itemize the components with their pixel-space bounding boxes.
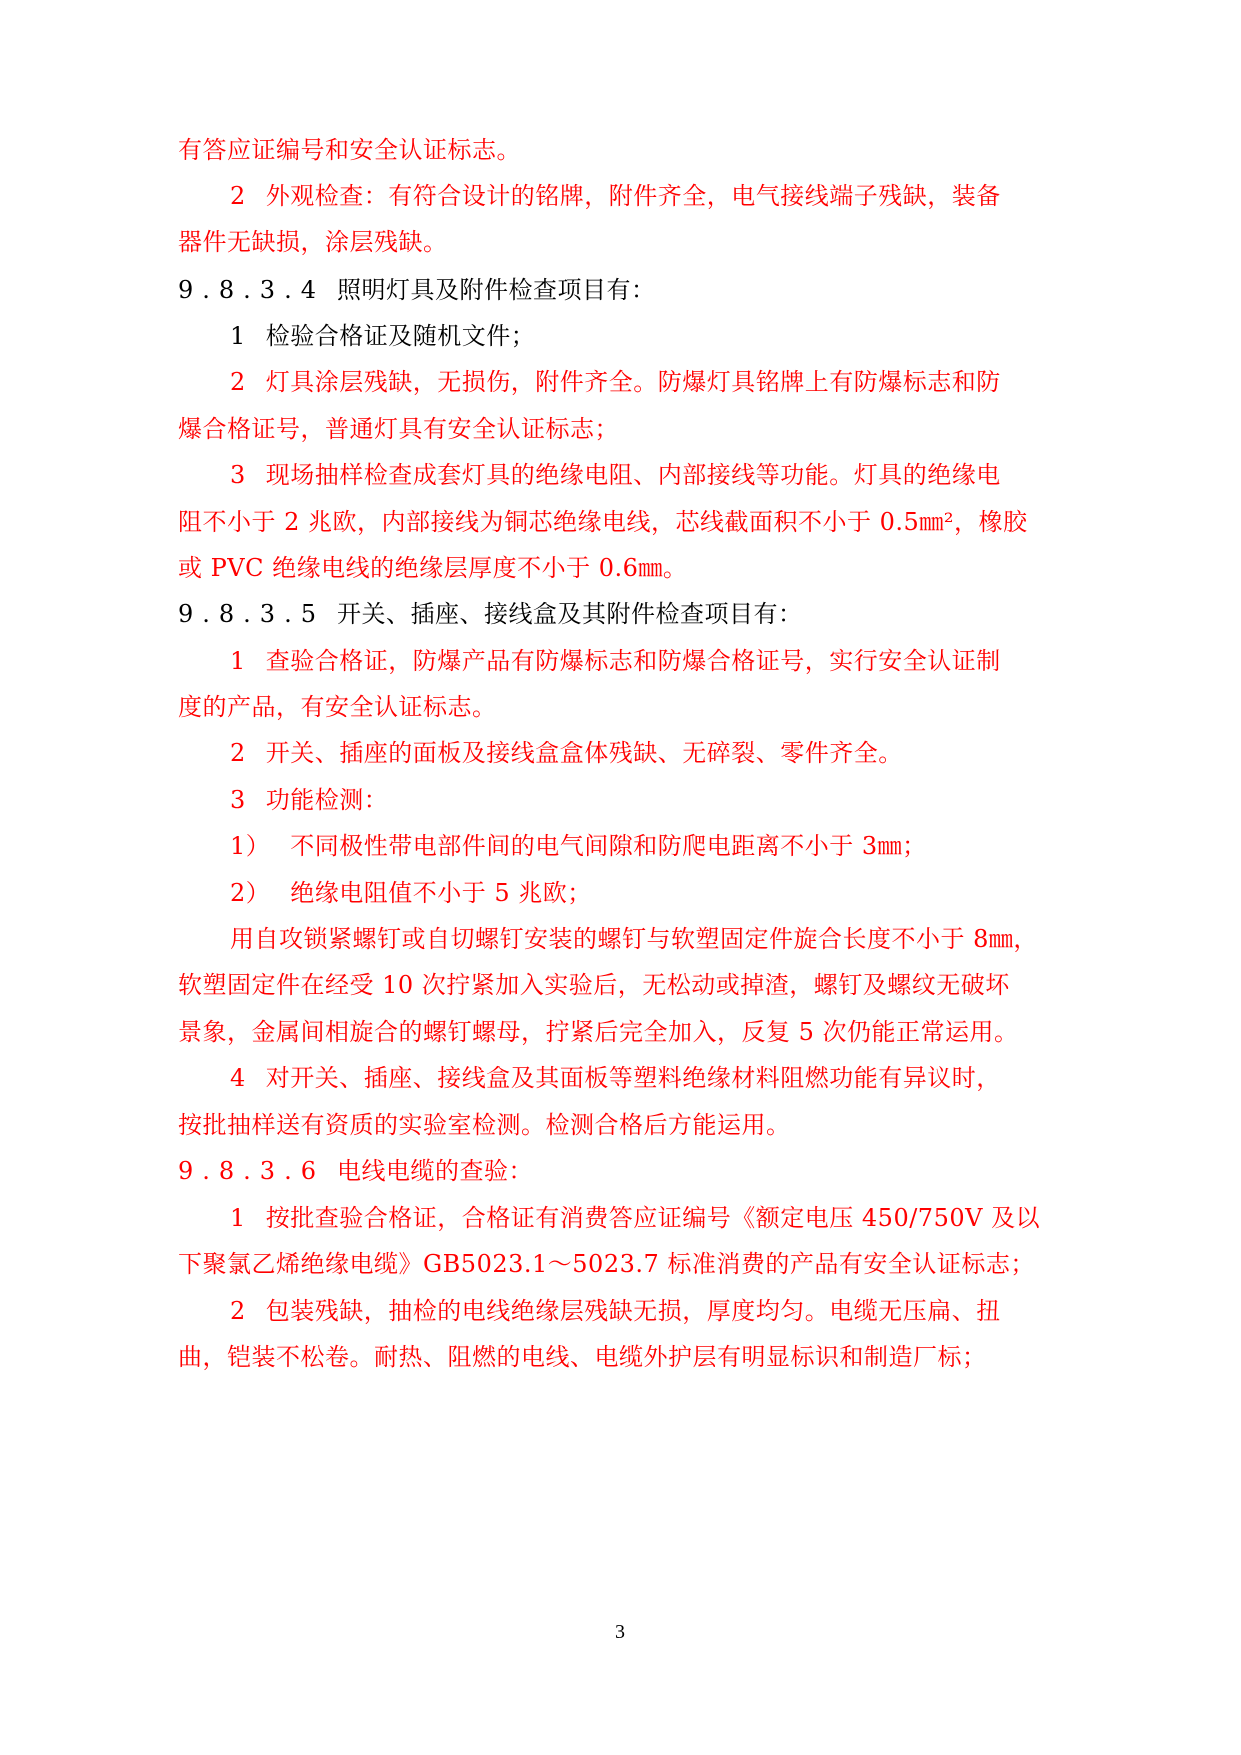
item-text: 对开关、插座、接线盒及其面板等塑料绝缘材料阻燃功能有异议时，: [265, 1064, 1001, 1092]
item-number: 1: [230, 647, 246, 675]
text-line: [178, 1017, 1098, 1047]
item-number: 1: [230, 322, 246, 350]
item-number: 2: [230, 182, 246, 210]
text-line: [230, 924, 1098, 954]
sub-list-item: [230, 831, 1098, 861]
item-text: 检验合格证及随机文件；: [265, 322, 536, 350]
item-text: 开关、插座的面板及接线盒盒体残缺、无碎裂、零件齐全。: [265, 739, 903, 767]
section-heading: [178, 599, 1098, 629]
text-line: [178, 970, 1098, 1000]
item-text: 外观检查：有符合设计的铭牌，附件齐全，电气接线端子残缺，装备: [265, 182, 1001, 210]
item-number: 1: [230, 1204, 246, 1232]
section-title: 电线电缆的查验：: [336, 1157, 533, 1185]
line-text: 度的产品，有安全认证标志。: [178, 693, 497, 721]
line-text: 下聚氯乙烯绝缘电缆》GB5023.1～5023.7 标准消费的产品有安全认证标志；: [178, 1250, 1035, 1278]
text-line: [178, 227, 1098, 257]
list-item: [230, 785, 1098, 815]
section-number: 9.8.3.6: [178, 1157, 325, 1185]
list-item: [230, 1203, 1098, 1233]
sub-item-text: 绝缘电阻值不小于 5 兆欧；: [290, 879, 592, 907]
line-text: 景象，金属间相旋合的螺钉螺母，拧紧后完全加入，反复 5 次仍能正常运用。: [178, 1018, 1019, 1046]
line-text: 器件无缺损，涂层残缺。: [178, 228, 448, 256]
list-item: [230, 460, 1098, 490]
sub-list-item: [230, 878, 1098, 908]
text-line: [178, 553, 1098, 583]
line-text: 阻不小于 2 兆欧，内部接线为铜芯绝缘电线，芯线截面积不小于 0.5㎜²，橡胶: [178, 508, 1028, 536]
item-number: 4: [230, 1064, 246, 1092]
list-item: [230, 181, 1098, 211]
item-text: 查验合格证，防爆产品有防爆标志和防爆合格证号，实行安全认证制: [265, 647, 1001, 675]
section-heading: [178, 275, 1098, 305]
line-text: 或 PVC 绝缘电线的绝缘层厚度不小于 0.6㎜。: [178, 554, 688, 582]
item-number: 2: [230, 739, 246, 767]
item-number: 3: [230, 786, 246, 814]
item-number: 2: [230, 1297, 246, 1325]
sub-item-number: 2）: [230, 879, 271, 907]
sub-item-number: 1）: [230, 832, 271, 860]
item-text: 功能检测：: [265, 786, 389, 814]
text-line: [178, 1110, 1098, 1140]
line-text: 用自攻锁紧螺钉或自切螺钉安装的螺钉与软塑固定件旋合长度不小于 8㎜，: [230, 925, 1038, 953]
text-line: [178, 1249, 1098, 1279]
text-line: [178, 507, 1098, 537]
text-line: [178, 414, 1098, 444]
section-number: 9.8.3.5: [178, 600, 325, 628]
section-title: 开关、插座、接线盒及其附件检查项目有：: [336, 600, 803, 628]
section-heading: [178, 1156, 1098, 1186]
item-text: 灯具涂层残缺，无损伤，附件齐全。防爆灯具铭牌上有防爆标志和防: [265, 368, 1001, 396]
list-item: [230, 646, 1098, 676]
page-number: 3: [615, 1621, 625, 1643]
list-item: [230, 1063, 1098, 1093]
line-text: 曲，铠装不松卷。耐热、阻燃的电线、电缆外护层有明显标识和制造厂标；: [178, 1343, 987, 1371]
list-item: [230, 367, 1098, 397]
item-text: 包装残缺，抽检的电线绝缘层残缺无损，厚度均匀。电缆无压扁、扭: [265, 1297, 1001, 1325]
line-text: 软塑固定件在经受 10 次拧紧加入实验后，无松动或掉渣，螺钉及螺纹无破坏: [178, 971, 1010, 999]
text-line: [178, 1342, 1098, 1372]
text-line: [178, 135, 1098, 165]
item-number: 3: [230, 461, 246, 489]
line-text: 按批抽样送有资质的实验室检测。检测合格后方能运用。: [178, 1111, 791, 1139]
item-number: 2: [230, 368, 246, 396]
list-item: [230, 1296, 1098, 1326]
section-number: 9.8.3.4: [178, 276, 325, 304]
sub-item-text: 不同极性带电部件间的电气间隙和防爬电距离不小于 3㎜；: [290, 832, 927, 860]
list-item: [230, 738, 1098, 768]
list-item: [230, 321, 1098, 351]
item-text: 按批查验合格证，合格证有消费答应证编号《额定电压 450/750V 及以: [265, 1204, 1041, 1232]
item-text: 现场抽样检查成套灯具的绝缘电阻、内部接线等功能。灯具的绝缘电: [265, 461, 1001, 489]
line-text: 爆合格证号，普通灯具有安全认证标志；: [178, 415, 619, 443]
line-text: 有答应证编号和安全认证标志。: [178, 136, 521, 164]
text-line: [178, 692, 1098, 722]
section-title: 照明灯具及附件检查项目有：: [336, 276, 656, 304]
